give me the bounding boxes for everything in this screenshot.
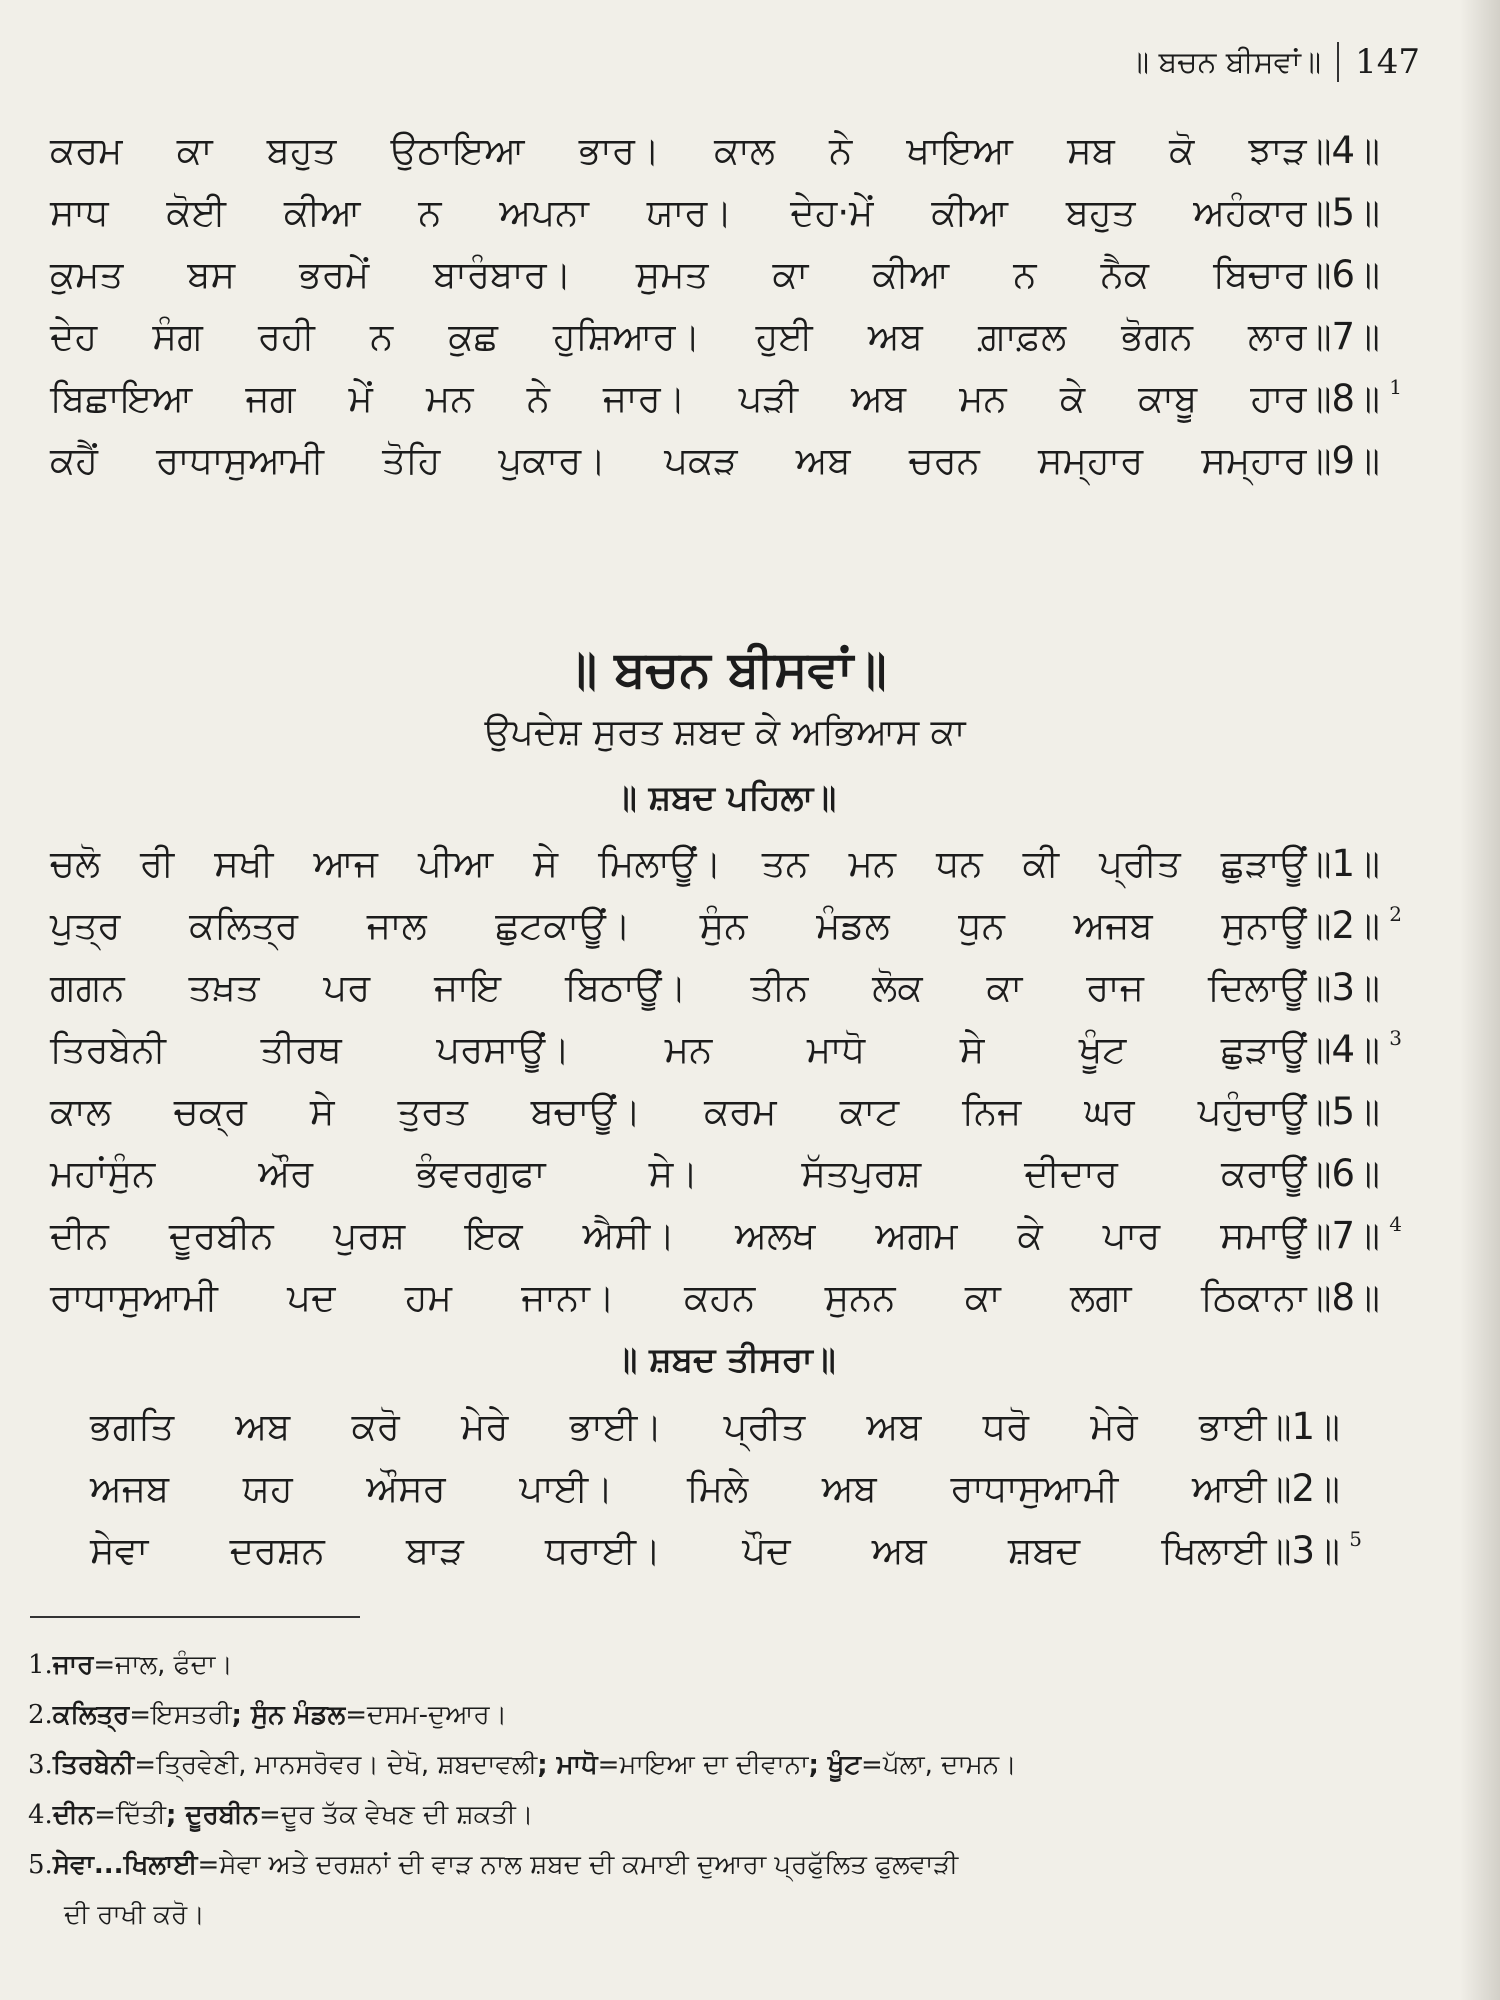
footnote-term: ਕਲਿਤ੍ਰ: [52, 1700, 130, 1730]
footnote-marker: 3: [1389, 1026, 1402, 1050]
verse-block-shabad-first: [50, 833, 1402, 1329]
verse-line: ਕਹੈਂ ਰਾਧਾਸੁਆਮੀ ਤੋਹਿ ਪੁਕਾਰ। ਪਕੜ ਅਬ ਚਰਨ ਸਮ੍ਹਾਰ ਸਮ੍ਹਾਰ॥9॥: [50, 439, 1380, 482]
verse-line: ਚਲੋ ਰੀ ਸਖੀ ਆਜ ਪੀਆ ਸੇ ਮਿਲਾਊਂ। ਤਨ ਮਨ ਧਨ ਕੀ ਪ੍ਰੀਤ ਛੁੜਾਊਂ॥1॥: [50, 842, 1380, 885]
chapter-subtitle: ਉਪਦੇਸ਼ ਸੁਰਤ ਸ਼ਬਦ ਕੇ ਅਭਿਆਸ ਕਾ: [484, 712, 966, 753]
verse-line: ਮਹਾਂਸੁੰਨ ਔਰ ਭੰਵਰਗੁਫਾ ਸੇ। ਸੱਤਪੁਰਸ਼ ਦੀਦਾਰ ਕਰਾਊਂ॥6॥: [50, 1152, 1380, 1195]
footnote-number: 2.: [28, 1700, 53, 1730]
footnote: [28, 1790, 1388, 1840]
footnote-term: ; ਦੂਰਬੀਨ: [165, 1800, 260, 1830]
footnote-gloss: =ਦੂਰ ਤੱਕ ਵੇਖਣ ਦੀ ਸ਼ਕਤੀ।: [259, 1800, 534, 1830]
footnote-term: ; ਖੂੰਟ: [808, 1750, 862, 1780]
footnote-number: 3.: [28, 1750, 53, 1780]
footnote: [28, 1840, 1388, 1890]
footnote-term: ਤਿਰਬੇਨੀ: [52, 1750, 135, 1780]
verse-line: ਅਜਬ ਯਹ ਔਸਰ ਪਾਈ। ਮਿਲੇ ਅਬ ਰਾਧਾਸੁਆਮੀ ਆਈ॥2॥: [90, 1467, 1340, 1510]
footnote-gloss: =ਤ੍ਰਿਵੇਣੀ, ਮਾਨਸਰੋਵਰ। ਦੇਖੋ, ਸ਼ਬਦਾਵਲੀ: [134, 1750, 538, 1780]
verse-line: ਸੇਵਾ ਦਰਸ਼ਨ ਬਾੜ ਧਰਾਈ। ਪੌਦ ਅਬ ਸ਼ਬਦ ਖਿਲਾਈ॥3॥ 5: [90, 1520, 1340, 1582]
footnote-gloss: =ਜਾਲ, ਫੰਦਾ।: [93, 1650, 233, 1680]
footnote-number: 4.: [28, 1800, 53, 1830]
footnote-marker: 4: [1389, 1212, 1402, 1236]
footnote: [28, 1640, 1388, 1690]
running-header: [1129, 42, 1420, 82]
verse-line: ਬਿਛਾਇਆ ਜਗ ਮੇਂ ਮਨ ਨੇ ਜਾਰ। ਪੜੀ ਅਬ ਮਨ ਕੇ ਕਾਬੂ ਹਾਰ॥8॥ 1: [50, 368, 1380, 430]
verse-line: ਸਾਧ ਕੋਈ ਕੀਆ ਨ ਅਪਨਾ ਯਾਰ। ਦੇਹ·ਮੇਂ ਕੀਆ ਬਹੁਤ ਅਹੰਕਾਰ॥5॥: [50, 191, 1380, 234]
verse-line: ਭਗਤਿ ਅਬ ਕਰੋ ਮੇਰੇ ਭਾਈ। ਪ੍ਰੀਤ ਅਬ ਧਰੋ ਮੇਰੇ ਭਾਈ॥1॥: [90, 1405, 1340, 1448]
footnote-number: 5.: [28, 1850, 53, 1880]
verse-line: ਪੁਤ੍ਰ ਕਲਿਤ੍ਰ ਜਾਲ ਛੁਟਕਾਊਂ। ਸੁੰਨ ਮੰਡਲ ਧੁਨ ਅਜਬ ਸੁਨਾਊਂ॥2॥ 2: [50, 895, 1380, 957]
footnote-marker: 1: [1389, 375, 1402, 399]
verse-block-shabad-third: [90, 1396, 1362, 1582]
footnote-term: ਜਾਰ: [52, 1650, 94, 1680]
footnote-term: ; ਸੁੰਨ ਮੰਡਲ: [231, 1700, 346, 1730]
footnote-number: 1.: [28, 1650, 53, 1680]
footnote-term: ਸੇਵਾ...ਖਿਲਾਈ: [52, 1850, 198, 1880]
footnote-term: ; ਮਾਧੋ: [537, 1750, 598, 1780]
page-number: 147: [1355, 42, 1420, 82]
verse-line: ਰਾਧਾਸੁਆਮੀ ਪਦ ਹਮ ਜਾਨਾ। ਕਹਨ ਸੁਨਨ ਕਾ ਲਗਾ ਠਿਕਾਨਾ॥8॥: [50, 1276, 1380, 1319]
verse-line: ਤਿਰਬੇਨੀ ਤੀਰਥ ਪਰਸਾਊਂ। ਮਨ ਮਾਧੋ ਸੇ ਖੂੰਟ ਛੁੜਾਊਂ॥4॥ 3: [50, 1019, 1380, 1081]
footnote-rule: [30, 1616, 360, 1618]
header-divider: [1337, 42, 1339, 82]
footnote-gloss: =ਦਿੱਤੀ: [94, 1800, 166, 1830]
verse-block-top: [50, 120, 1402, 492]
running-header-chapter: ॥ ਬਚਨ ਬੀਸਵਾਂ॥: [1128, 44, 1322, 80]
footnote: [28, 1740, 1388, 1790]
chapter-title: ॥ ਬਚਨ ਬੀਸਵਾਂ॥: [563, 640, 887, 698]
footnote-marker: 5: [1349, 1527, 1362, 1551]
footnote-gloss: =ਦਸਮ-ਦੁਆਰ।: [345, 1700, 508, 1730]
footnote-term: ਦੀਨ: [52, 1800, 95, 1830]
verse-line: ਕਾਲ ਚਕ੍ਰ ਸੇ ਤੁਰਤ ਬਚਾਊਂ। ਕਰਮ ਕਾਟ ਨਿਜ ਘਰ ਪਹੁੰਚਾਊਂ॥5॥: [50, 1090, 1380, 1133]
verse-line: ਕਰਮ ਕਾ ਬਹੁਤ ਉਠਾਇਆ ਭਾਰ। ਕਾਲ ਨੇ ਖਾਇਆ ਸਬ ਕੋ ਝਾੜ॥4॥: [50, 129, 1380, 172]
verse-line: ਦੇਹ ਸੰਗ ਰਹੀ ਨ ਕੁਛ ਹੁਸ਼ਿਆਰ। ਹੁਈ ਅਬ ਗ਼ਾਫ਼ਲ ਭੋਗਨ ਲਾਰ॥7॥: [50, 315, 1380, 358]
footnote-marker: 2: [1389, 902, 1402, 926]
footnote: [28, 1690, 1388, 1740]
footnotes: [28, 1640, 1388, 1940]
footnote-gloss: =ਮਾਇਆ ਦਾ ਦੀਵਾਨਾ: [597, 1750, 809, 1780]
footnote-gloss: =ਪੱਲਾ, ਦਾਮਨ।: [861, 1750, 1017, 1780]
verse-line: ਕੁਮਤ ਬਸ ਭਰਮੇਂ ਬਾਰੰਬਾਰ। ਸੁਮਤ ਕਾ ਕੀਆ ਨ ਨੈਕ ਬਿਚਾਰ॥6॥: [50, 253, 1380, 296]
section-heading-first: ॥ ਸ਼ਬਦ ਪਹਿਲਾ॥: [613, 778, 837, 818]
footnote-gloss: =ਸੇਵਾ ਅਤੇ ਦਰਸ਼ਨਾਂ ਦੀ ਵਾੜ ਨਾਲ ਸ਼ਬਦ ਦੀ ਕਮਾਈ ਦੁਆਰਾ ਪ੍ਰਫੁੱਲਿਤ ਫੁਲਵਾੜੀ: [197, 1850, 959, 1880]
verse-line: ਦੀਨ ਦੂਰਬੀਨ ਪੁਰਸ਼ ਇਕ ਐਸੀ। ਅਲਖ ਅਗਮ ਕੇ ਪਾਰ ਸਮਾਊਂ॥7॥ 4: [50, 1205, 1380, 1267]
verse-line: ਗਗਨ ਤਖ਼ਤ ਪਰ ਜਾਇ ਬਿਠਾਊਂ। ਤੀਨ ਲੋਕ ਕਾ ਰਾਜ ਦਿਲਾਊਂ॥3॥: [50, 966, 1380, 1009]
footnote-continuation: ਦੀ ਰਾਖੀ ਕਰੋ।: [64, 1900, 205, 1930]
page-edge-shadow: [1460, 0, 1500, 2000]
footnote-gloss: =ਇਸਤਰੀ: [129, 1700, 232, 1730]
section-heading-third: ॥ ਸ਼ਬਦ ਤੀਸਰਾ॥: [614, 1340, 836, 1380]
